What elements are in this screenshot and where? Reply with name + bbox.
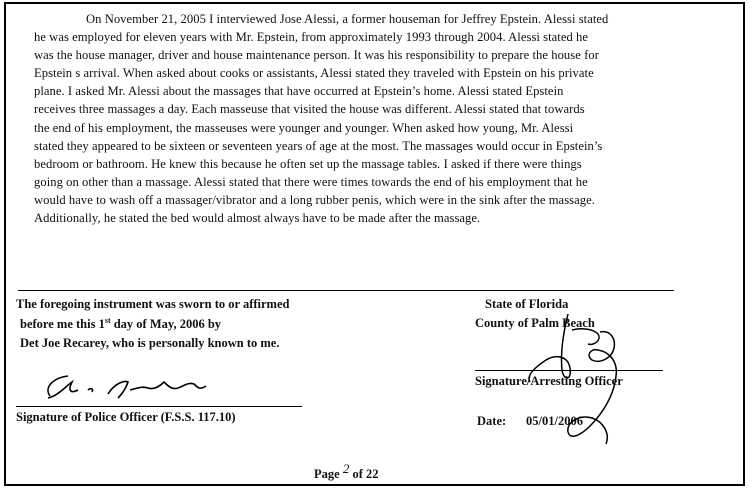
statement-line: Additionally, he stated the bed would almost always have to be made after the massage. xyxy=(34,211,481,226)
officer-signature-line xyxy=(16,406,302,407)
statement-line: On November 21, 2005 I interviewed Jose Alessi, a former houseman for Jeffrey Epstein. Alessi stated xyxy=(86,12,609,26)
officer-signature-label: Signature of Police Officer (F.S.S. 117.10) xyxy=(16,410,236,424)
affirmation-line-2-rest: day of May, 2006 by xyxy=(110,317,222,332)
date-label: Date: xyxy=(477,414,507,428)
statement-line: bedroom or bathroom. He knew this because he often set up the massage tables. I asked if there were things xyxy=(34,156,582,171)
state-label: State of Florida xyxy=(485,297,569,311)
page-prefix: Page xyxy=(314,467,343,481)
statement-line: would have to wash off a massager/vibrator and a long rubber penis, which were in the sink after the massage. xyxy=(34,192,595,207)
page-suffix: of 22 xyxy=(349,467,379,481)
statement-line: receives three massages a day. Each masseuse that visited the house was different. Alessi stated that towards xyxy=(34,102,585,117)
statement-line: stated they appeared to be sixteen or seventeen years of age at the most. The massages would occur in Epstein’s xyxy=(34,138,603,153)
statement-line: plane. I asked Mr. Alessi about the massages that have occurred at Epstein’s home. Alessi stated Epstein xyxy=(34,84,564,99)
statement-line: the end of his employment, the masseuses were younger and younger. When asked how young, Mr. Alessi xyxy=(34,120,574,135)
statement-line: was the house manager, driver and house maintenance person. It was his responsibility to prepare the house for xyxy=(34,48,599,63)
ordinal-suffix: st xyxy=(104,316,111,325)
section-divider xyxy=(18,290,674,291)
statement-line: going on other than a massage. Alessi stated that there were times towards the end of his employment that he xyxy=(34,174,588,189)
page-number xyxy=(314,461,379,482)
statement-paragraph xyxy=(34,10,734,227)
affirmation-line-2-text: before me this 1 xyxy=(20,317,105,332)
document-page xyxy=(4,2,745,486)
statement-line: he was employed for eleven years with Mr. Epstein, from approximately 1993 through 2004. Alessi stated he xyxy=(34,30,589,45)
date-value: 05/01/2006 xyxy=(526,414,583,428)
affirmation-line-1: The foregoing instrument was sworn to or affirmed xyxy=(16,297,290,311)
affirmation-line-3: Det Joe Recarey, who is personally known to me. xyxy=(20,336,280,350)
county-label: County of Palm Beach xyxy=(475,316,595,330)
affirmation-line-2 xyxy=(20,316,221,332)
notary-signature-label: Signature/Arresting Officer xyxy=(475,374,623,388)
statement-line: Epstein s arrival. When asked about cooks or assistants, Alessi stated they traveled with Epstein on his private xyxy=(34,66,594,81)
page-current: 2 xyxy=(342,461,350,476)
